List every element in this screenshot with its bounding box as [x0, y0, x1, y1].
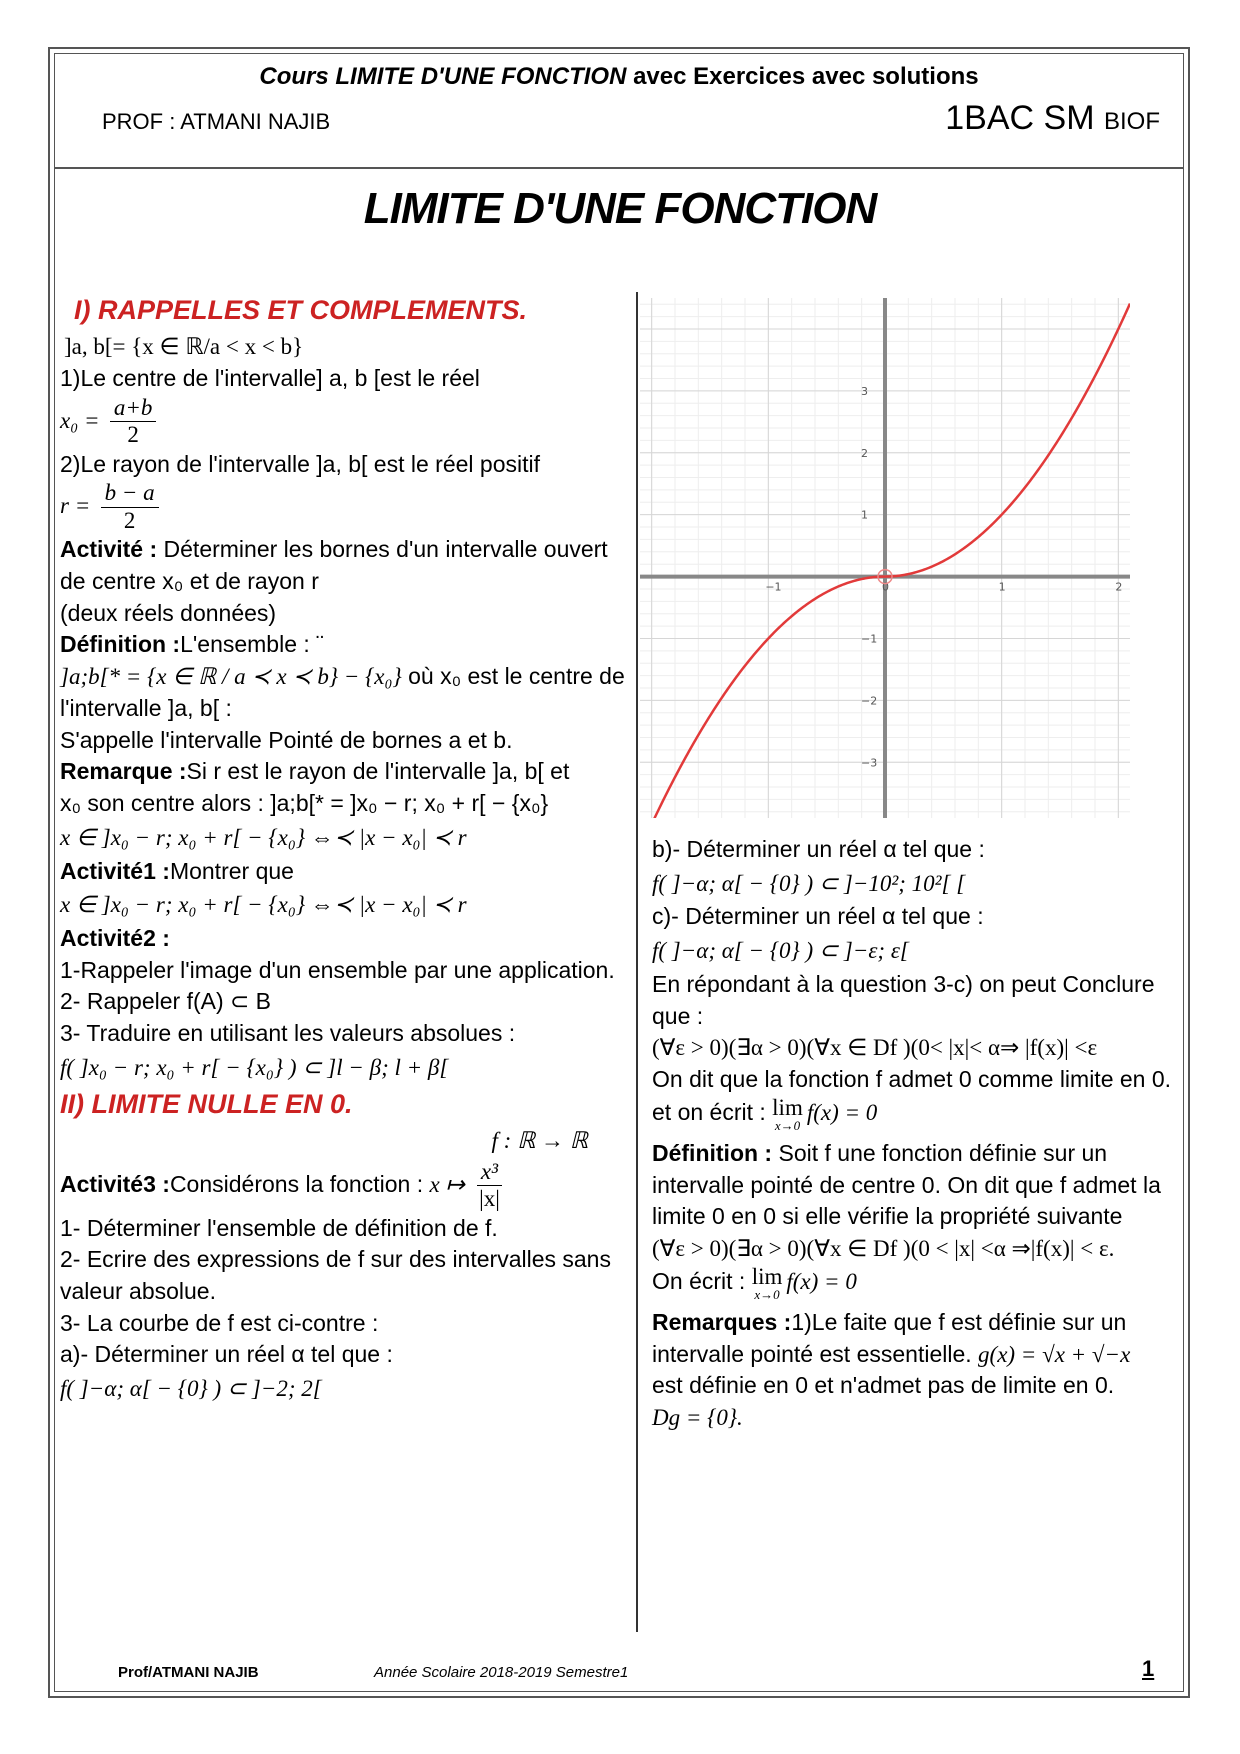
right-column: [652, 834, 1184, 1434]
footer-prof: Prof/ATMANI NAJIB: [118, 1664, 259, 1681]
course-topic: LIMITE D'UNE FONCTION: [335, 63, 627, 90]
center-fraction: [110, 395, 157, 449]
level-main: 1BAC SM: [945, 99, 1095, 137]
y-tick-label: 1: [861, 508, 868, 522]
pointed-formula: ]a;b[* = {x ∈ ℝ / a ≺ x ≺ b} − {x₀}: [60, 664, 402, 690]
remarques-label: Remarques :: [652, 1308, 792, 1335]
y-tick-label: −2: [861, 694, 878, 708]
activite1-text: Montrer que: [169, 857, 294, 884]
definition-write: On écrit :: [652, 1267, 746, 1294]
center-lhs: x₀ =: [60, 407, 100, 433]
remarques-paragraph: [652, 1307, 1184, 1370]
definition-limit-label: Définition :: [652, 1139, 773, 1166]
course-line: [54, 63, 1184, 91]
question-item: 3- La courbe de f est ci-contre :: [60, 1309, 379, 1336]
activite2-label: Activité2 :: [60, 925, 170, 952]
left-column: [60, 290, 628, 1407]
remarques-text: 1)Le faite que f est définie sur un intervalle pointé est essentielle.: [652, 1308, 1127, 1367]
definition-paragraph: [60, 629, 628, 661]
activite1-formula: x ∈ ]x₀ − r; x₀ + r[ − {x₀} ⇔≺ |x − x₀| ≺ r: [60, 892, 467, 918]
f-fraction: [475, 1159, 504, 1213]
center-numerator: a+b: [110, 395, 157, 422]
remarque-paragraph: [60, 756, 628, 788]
y-tick-label: −3: [861, 756, 878, 770]
question-b-text: b)- Déterminer un réel α tel que :: [652, 836, 985, 862]
definition-write-paragraph: [652, 1265, 1184, 1301]
level-small: BIOF: [1103, 108, 1160, 135]
limit-under-2: x→0: [754, 1286, 780, 1302]
activite-text: Déterminer les bornes d'un intervalle ouvert de centre x₀ et de rayon r: [60, 536, 608, 594]
function-graph: [640, 298, 1130, 818]
remarque-label: Remarque :: [60, 758, 187, 785]
column-divider: [636, 292, 638, 1632]
section-title-rappels: I) RAPPELLES ET COMPLEMENTS.: [74, 295, 528, 325]
activite-note: (deux réels données): [60, 599, 277, 626]
activite-label: Activité :: [60, 536, 158, 563]
center-formula: [60, 395, 628, 449]
question-c-formula: f( ]−α; α[ − {0} ) ⊂ ]−ε; ε[: [652, 938, 909, 964]
y-tick-label: −1: [861, 632, 878, 646]
dg-set: Dg = {0}.: [652, 1405, 743, 1431]
x-tick-label: 0: [882, 580, 889, 594]
f-rule: x ↦: [429, 1171, 465, 1197]
limit-under: x→0: [774, 1117, 801, 1133]
pointed-interval-paragraph: [60, 661, 628, 724]
activite2-formula: f( ]x₀ − r; x₀ + r[ − {x₀} ) ⊂ ]l − β; l + β[: [60, 1054, 449, 1080]
center-text: 1)Le centre de l'intervalle] a, b [est le réel: [60, 364, 480, 391]
definition-label: Définition :: [60, 631, 181, 658]
pointed-tail: où x₀ est le centre de l'intervalle ]a, b[ :: [60, 663, 625, 721]
limit-expression-2: f(x) = 0: [786, 1268, 857, 1294]
limit-notation-2: [752, 1265, 783, 1301]
header-box: [54, 53, 1184, 169]
x-tick-label: 1: [998, 580, 1006, 594]
question-a-formula: f( ]−α; α[ − {0} ) ⊂ ]−2; 2[: [60, 1376, 322, 1402]
activite3-label: Activité3 :: [60, 1170, 170, 1197]
f-numerator: x³: [477, 1159, 502, 1186]
equiv-formula: x ∈ ]x₀ − r; x₀ + r[ − {x₀} ⇔≺ |x − x₀| ≺ r: [60, 824, 467, 850]
activite3-text: Considérons la fonction :: [169, 1170, 424, 1197]
limit-expression: f(x) = 0: [806, 1099, 878, 1125]
activite2-item: 3- Traduire en utilisant les valeurs absolues :: [60, 1020, 516, 1047]
question-item: 1- Déterminer l'ensemble de définition de f.: [60, 1214, 498, 1241]
question-item: 2- Ecrire des expressions de f sur des intervalles sans valeur absolue.: [60, 1246, 611, 1305]
radius-formula: [60, 480, 628, 534]
conclusion-limit-paragraph: [652, 1064, 1184, 1132]
course-suffix: avec Exercices avec solutions: [626, 63, 979, 90]
page-title: LIMITE D'UNE FONCTION: [363, 184, 877, 233]
activite3-paragraph: [60, 1159, 628, 1213]
y-tick-label: 3: [861, 384, 868, 398]
definition-text: L'ensemble : ¨: [180, 631, 324, 658]
interval-definition: ]a, b[= {x ∈ ℝ/a < x < b}: [64, 334, 304, 360]
center-denominator: 2: [127, 422, 139, 448]
question-b-formula: f( ]−α; α[ − {0} ) ⊂ ]−10²; 10²[ [: [652, 870, 966, 896]
activite1-paragraph: [60, 856, 628, 888]
y-tick-label: 2: [861, 446, 868, 460]
remarque-text: Si r est le rayon de l'intervalle ]a, b[ et: [186, 758, 570, 785]
question-c-text: c)- Déterminer un réel α tel que :: [652, 903, 984, 930]
activite2-item: 2- Rappeler f(A) ⊂ B: [60, 988, 272, 1015]
activite2-item: 1-Rappeler l'image d'un ensemble par une application.: [60, 956, 615, 983]
x-tick-label: −1: [765, 580, 782, 594]
f-map: f : ℝ → ℝ: [491, 1127, 588, 1153]
level: [945, 99, 1160, 138]
conclusion-text: En répondant à la question 3-c) on peut Conclure que :: [652, 970, 1155, 1029]
radius-text: 2)Le rayon de l'intervalle ]a, b[ est le réel positif: [60, 450, 540, 477]
radius-numerator: b − a: [101, 480, 159, 507]
activite1-label: Activité1 :: [60, 857, 170, 884]
definition-limit-text: Soit f une fonction définie sur un intervalle pointé de centre 0. On dit que f admet la limite 0 en 0 si elle vérifie la propriété suivante: [652, 1139, 1161, 1230]
question-item: a)- Déterminer un réel α tel que :: [60, 1341, 393, 1368]
f-denominator: |x|: [479, 1186, 500, 1212]
conclusion-text-2: On dit que la fonction f admet 0 comme limite en 0. et on écrit :: [652, 1066, 1172, 1125]
pointed-name: S'appelle l'intervalle Pointé de bornes a et b.: [60, 726, 513, 753]
course-prefix: Cours: [259, 63, 336, 90]
definition-limit-paragraph: [652, 1138, 1184, 1233]
limit-word: lim: [772, 1094, 803, 1120]
conclusion-formula: (∀ε > 0)(∃α > 0)(∀x ∈ Df )(0< |x|< α⇒ |f(x)| <ε: [652, 1035, 1098, 1061]
radius-lhs: r =: [60, 493, 91, 519]
section-title-limite-nulle: II) LIMITE NULLE EN 0.: [60, 1088, 353, 1119]
radius-fraction: [101, 480, 159, 534]
limit-word-2: lim: [751, 1263, 783, 1289]
page-number: 1: [1142, 1656, 1155, 1681]
radius-denominator: 2: [123, 507, 136, 533]
limit-notation: [772, 1096, 803, 1132]
x-tick-label: 2: [1115, 580, 1123, 594]
definition-limit-formula: (∀ε > 0)(∃α > 0)(∀x ∈ Df )(0 < |x| <α ⇒|f(x)| < ε.: [652, 1236, 1115, 1262]
remarques-text-2: est définie en 0 et n'admet pas de limite en 0.: [652, 1372, 1115, 1399]
prof-name: PROF : ATMANI NAJIB: [102, 109, 331, 134]
footer-year: Année Scolaire 2018-2019 Semestre1: [374, 1664, 629, 1681]
g-formula: g(x) = √x + √−x: [978, 1341, 1131, 1367]
activite-paragraph: [60, 534, 628, 597]
remarque-text-2: x₀ son centre alors : ]a;b[* = ]x₀ − r; x₀ + r[ − {x₀}: [60, 790, 549, 817]
